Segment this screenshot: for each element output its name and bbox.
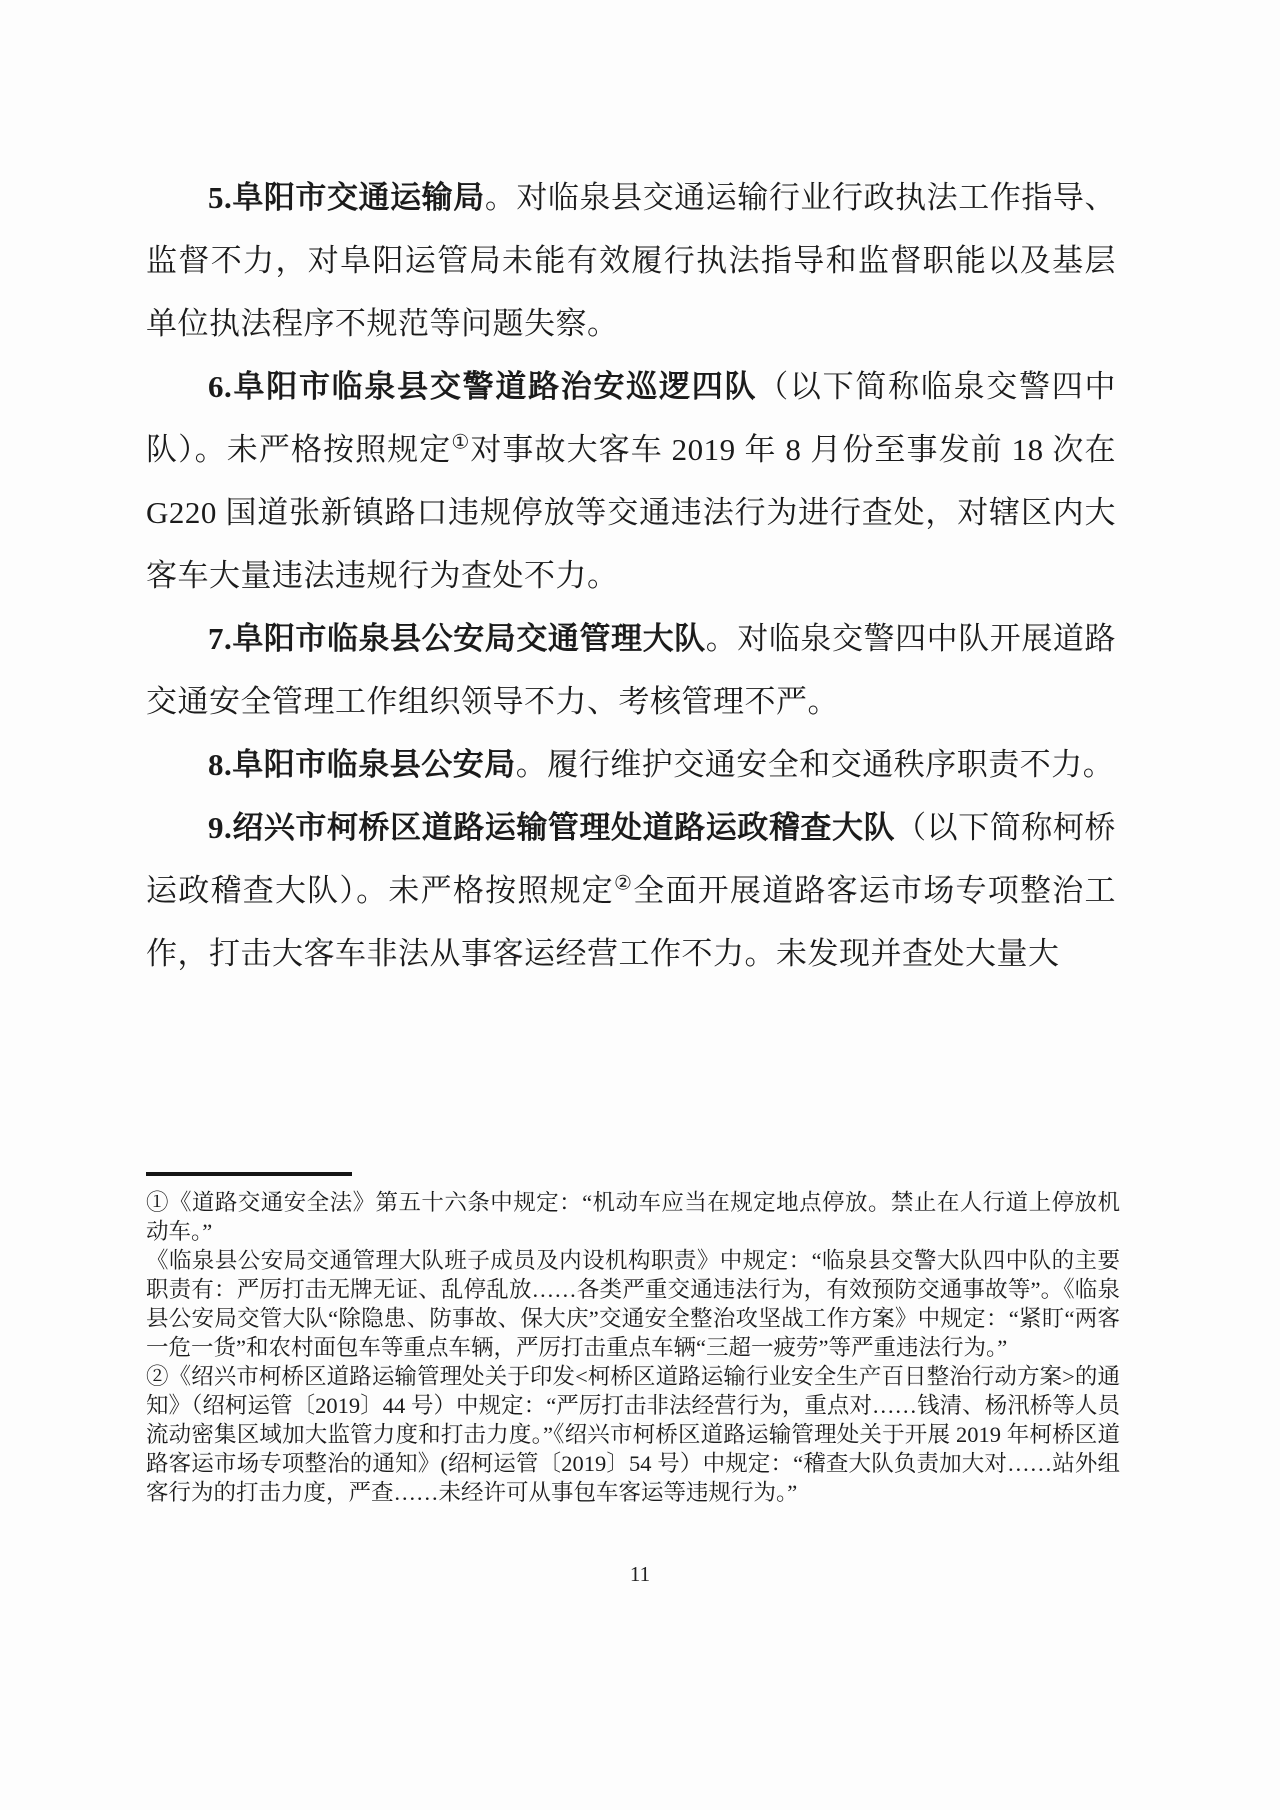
paragraph-6-text: （以下简称临泉交警四中队）。未严格按照规定 (146, 369, 1117, 467)
paragraph-5-text: 。对临泉县交通运输行业行政执法工作指导、监督不力，对阜阳运管局未能有效履行执法指导和监督职能以及基层单位执法程序不规范等问题失察。 (146, 180, 1116, 341)
paragraph-9-text: （以下简称柯桥运政稽查大队）。未严格按照规定 (146, 810, 1116, 908)
paragraph-8 (146, 733, 1116, 796)
paragraph-9-text-cont: 全面开展道路客运市场专项整治工作，打击大客车非法从事客运经营工作不力。未发现并查处大量大 (146, 873, 1116, 971)
paragraph-6-org-bold: 6.阜阳市临泉县交警道路治安巡逻四队 (208, 369, 758, 404)
paragraph-6-text-cont: 对事故大客车 2019 年 8 月份至事发前 18 次在 G220 国道张新镇路口违规停放等交通违法行为进行查处，对辖区内大客车大量违法违规行为查处不力。 (146, 432, 1116, 593)
footnote-section (146, 1172, 1120, 1507)
paragraph-6 (146, 355, 1116, 607)
footnote-1: ①《道路交通安全法》第五十六条中规定：“机动车应当在规定地点停放。禁止在人行道上停放机动车。” (146, 1190, 1120, 1244)
document-body (146, 166, 1116, 985)
footnote-separator-rule (146, 1172, 352, 1176)
footnote-2: ②《绍兴市柯桥区道路运输管理处关于印发<柯桥区道路运输行业安全生产百日整治行动方案>的通知》（绍柯运管〔2019〕44 号）中规定：“严厉打击非法经营行为，重点对……钱清、杨汛桥等人员流动密集区域加大监管力度和打击力度。”《绍兴市柯桥区道路运输管理处关于开展 2019 年柯桥区道路客运市场专项整治的通知》(绍柯运管〔2019〕54 号）中规定：“稽查大队负责加大对……站外组客行为的打击力度，严查……未经许可从事包车客运等违规行为。” (146, 1364, 1120, 1505)
footnote-1-continued: 《临泉县公安局交通管理大队班子成员及内设机构职责》中规定：“临泉县交警大队四中队的主要职责有：严厉打击无牌无证、乱停乱放……各类严重交通违法行为，有效预防交通事故等”。《临泉县公安局交管大队“除隐患、防事故、保大庆”交通安全整治攻坚战工作方案》中规定：“紧盯“两客一危一货”和农村面包车等重点车辆，严厉打击重点车辆“三超一疲劳”等严重违法行为。” (146, 1248, 1120, 1360)
paragraph-8-text: 。履行维护交通安全和交通秩序职责不力。 (515, 747, 1115, 782)
paragraph-7-text: 。对临泉交警四中队开展道路交通安全管理工作组织领导不力、考核管理不严。 (146, 621, 1116, 719)
paragraph-5 (146, 166, 1116, 355)
paragraph-8-org-bold: 8.阜阳市临泉县公安局 (208, 747, 516, 782)
footnote-ref-1: ① (451, 431, 471, 454)
paragraph-9-org-bold: 9.绍兴市柯桥区道路运输管理处道路运政稽查大队 (208, 810, 896, 845)
page-number: 11 (629, 1562, 651, 1586)
paragraph-5-org-bold: 5.阜阳市交通运输局 (208, 180, 485, 215)
paragraph-9 (146, 796, 1116, 985)
paragraph-7 (146, 607, 1116, 733)
footnote-ref-2: ② (614, 872, 634, 895)
paragraph-7-org-bold: 7.阜阳市临泉县公安局交通管理大队 (208, 621, 706, 656)
